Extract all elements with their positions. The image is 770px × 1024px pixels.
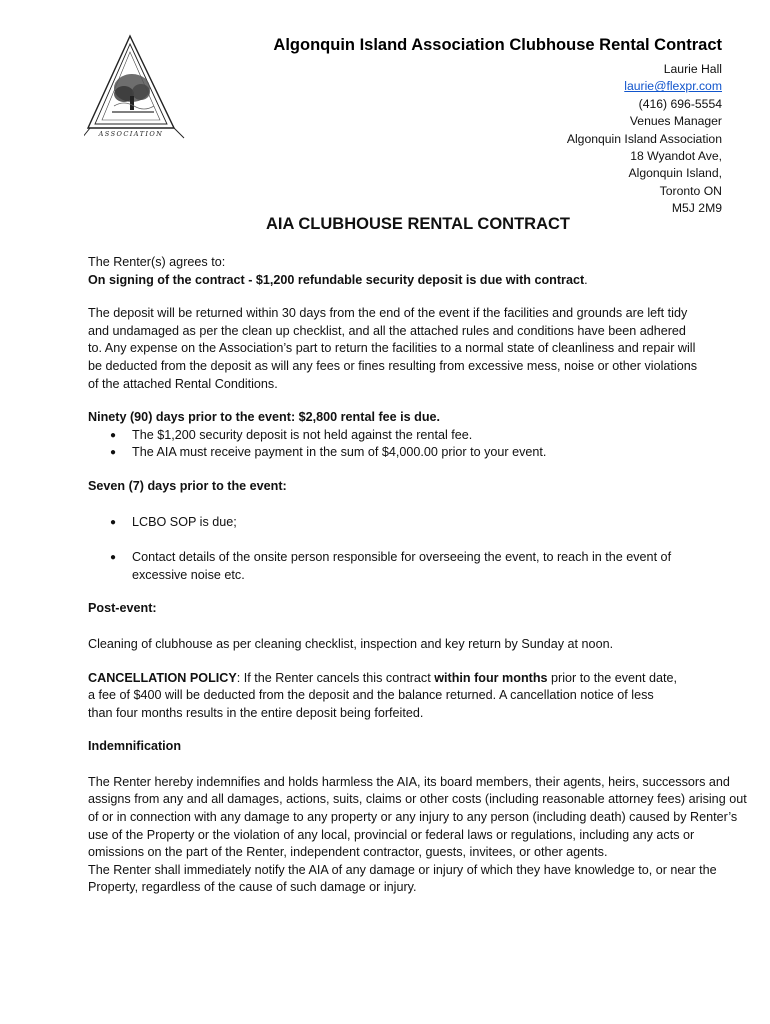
cancellation-text-2: prior to the event date, a fee of $400 will be deducted from the deposit and the balance returned. A cancellation notice of less than four months results in the entire deposit being forfeited. [88, 670, 678, 720]
header-block [202, 36, 722, 218]
notify-text: The Renter shall immediately notify the AIA of any damage or injury of which they have knowledge to, or near the Property, regardless of the cause of such damage or injury. [88, 862, 717, 895]
contact-name: Laurie Hall [663, 62, 722, 76]
address-island: Algonquin Island, [628, 166, 722, 181]
seven-days-list-continued [88, 549, 688, 584]
seven-days-heading: Seven (7) days prior to the event: [88, 478, 287, 493]
cancellation-policy [88, 670, 678, 723]
document-title: AIA CLUBHOUSE RENTAL CONTRACT [265, 215, 571, 233]
logo-text: ASSOCIATION [98, 130, 164, 138]
cancellation-text-1: : If the Renter cancels this contract [236, 670, 435, 685]
ninety-days-heading: Ninety (90) days prior to the event: $2,800 rental fee is due. [88, 410, 441, 425]
org-title: Algonquin Island Association Clubhouse Rental Contract [273, 36, 722, 54]
contract-body [88, 254, 748, 897]
intro-text: The Renter(s) agrees to: [88, 255, 226, 269]
org-name: Algonquin Island Association [566, 131, 722, 146]
post-event-text: Cleaning of clubhouse as per cleaning checklist, inspection and key return by Sunday at noon. [88, 636, 614, 651]
deposit-paragraph: The deposit will be returned within 30 days from the end of the event if the facilities and grounds are left tidy and undamaged as per the clean up checklist, and all the attached rules and conditions have been adhered to. Any expense on the Association’s part to return the facilities to a normal state of cleanliness and repair will be deducted from the deposit as will any fees or fines resulting from excessive mess, noise or other violations of the attached Rental Conditions. [88, 306, 697, 391]
list-item: ● The $1,200 security deposit is not held against the rental fee. [88, 427, 748, 445]
signing-line [88, 272, 748, 290]
contact-phone: (416) 696-5554 [638, 96, 722, 111]
contact-email-link[interactable]: laurie@flexpr.com [624, 79, 722, 94]
seven-days-list [88, 514, 748, 532]
list-item: ● The AIA must receive payment in the sum of $4,000.00 prior to your event. [88, 444, 748, 462]
cancellation-bold: within four months [434, 670, 548, 685]
aia-triangle-logo-icon [84, 34, 194, 142]
indemnification-text: The Renter hereby indemnifies and holds harmless the AIA, its board members, their agents, heirs, successors and assigns from any and all damages, actions, suits, claims or other costs (including reasonable attorney fees) arising out of or in connection with any damage to any property or any injury to any person (including death) caused by Renter’s use of the Property or the violation of any local, provincial or federal laws or regulations, including any acts or omissions on the part of the Renter, independent contractor, guests, invitees, or other agents. [88, 774, 747, 860]
cancellation-label: CANCELLATION POLICY [88, 670, 237, 685]
signing-line-end: . [584, 272, 588, 287]
signing-line-text: On signing of the contract - $1,200 refundable security deposit is due with contract [88, 272, 585, 287]
address-street: 18 Wyandot Ave, [630, 149, 722, 164]
contact-role: Venues Manager [629, 114, 722, 129]
post-event-heading: Post-event: [88, 601, 157, 616]
list-item: ● LCBO SOP is due; [88, 514, 748, 532]
ninety-days-list [88, 427, 748, 462]
address-postal: M5J 2M9 [671, 201, 722, 216]
list-item: ● Contact details of the onsite person responsible for overseeing the event, to reach in the event of excessive noise etc. [88, 549, 688, 584]
indemnification-heading: Indemnification [88, 739, 182, 754]
address-city: Toronto ON [659, 183, 722, 198]
